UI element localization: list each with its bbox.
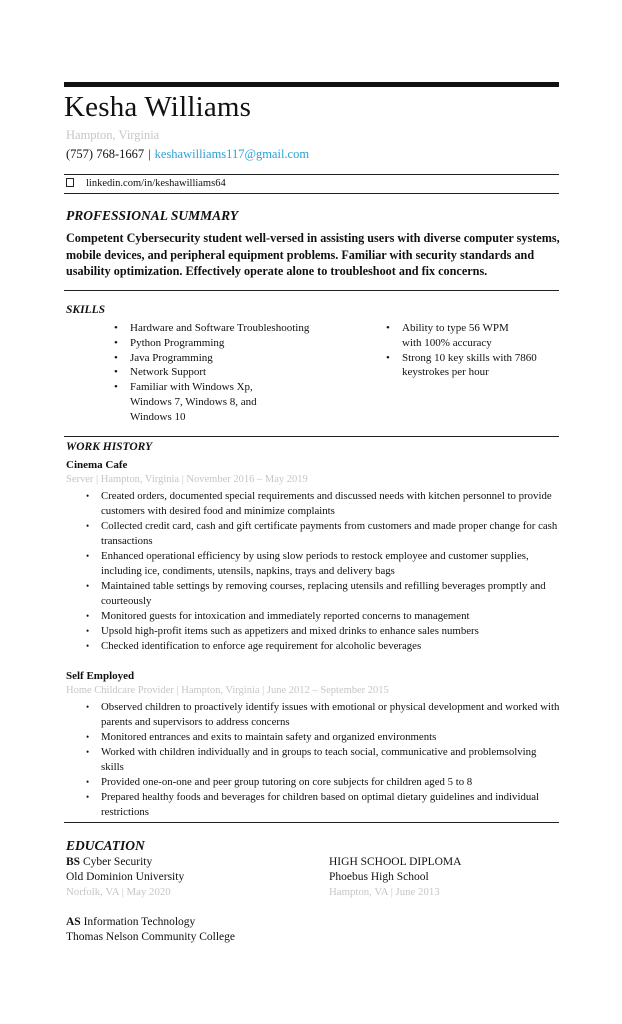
school-name: Phoebus High School bbox=[329, 871, 429, 883]
phone-number: (757) 768-1667 bbox=[66, 147, 145, 161]
job-bullets bbox=[86, 700, 561, 820]
skill-item: • Python Programming bbox=[114, 336, 314, 351]
skills-list-right bbox=[386, 321, 546, 380]
summary-text: Competent Cybersecurity student well-versed in assisting users with diverse computer systems, mobile devices, and peripheral equipment problems. Familiar with security standards and usability optimization. Effectively operate alone to troubleshoot and fix concerns. bbox=[66, 231, 560, 278]
link-icon bbox=[66, 178, 74, 187]
education-heading: EDUCATION bbox=[66, 838, 145, 853]
job-bullet: • Upsold high-profit items such as appetizers and mixed drinks to enhance sales numbers bbox=[86, 624, 561, 639]
skill-item: • Hardware and Software Troubleshooting bbox=[114, 321, 314, 336]
job-company: Cinema Cafe bbox=[66, 459, 128, 471]
job-bullet: • Monitored guests for intoxication and immediately reported concerns to management bbox=[86, 609, 561, 624]
divider bbox=[64, 436, 559, 437]
job-bullet: • Enhanced operational efficiency by using slow periods to restock employee and customer supplies, including ice, condiments, utensils, napkins, trays and delivery bags bbox=[86, 549, 561, 579]
skill-item: • Java Programming bbox=[114, 351, 314, 366]
education-entry bbox=[66, 855, 184, 900]
skills-list-left bbox=[114, 321, 314, 425]
job-bullet: • Created orders, documented special requirements and discussed needs with kitchen personnel to provide customers with desired food and minimize complaints bbox=[86, 489, 561, 519]
contact-separator: | bbox=[148, 147, 151, 161]
job-bullet: • Observed children to proactively identify issues with emotional or physical development and worked with parents and supervisors to address concerns bbox=[86, 700, 561, 730]
school-name: Thomas Nelson Community College bbox=[66, 931, 235, 943]
divider bbox=[64, 174, 559, 175]
summary-heading: PROFESSIONAL SUMMARY bbox=[66, 208, 239, 223]
header-top-bar bbox=[64, 82, 559, 87]
job-company: Self Employed bbox=[66, 670, 135, 682]
degree-field: Information Technology bbox=[83, 916, 196, 928]
work-heading: WORK HISTORY bbox=[66, 441, 153, 453]
divider bbox=[64, 822, 559, 823]
degree-field: Cyber Security bbox=[82, 856, 153, 868]
divider bbox=[64, 193, 559, 194]
education-entry bbox=[329, 855, 461, 900]
job-meta: Home Childcare Provider | Hampton, Virginia | June 2012 – September 2015 bbox=[66, 685, 389, 696]
job-bullet: • Prepared healthy foods and beverages for children based on optimal dietary guidelines and individual restrictions bbox=[86, 790, 561, 820]
education-entry bbox=[66, 915, 235, 945]
candidate-name: Kesha Williams bbox=[64, 91, 252, 123]
skill-item: • Ability to type 56 WPM with 100% accuracy bbox=[386, 321, 514, 351]
job-bullet: • Maintained table settings by removing courses, replacing utensils and refilling beverages promptly and courteously bbox=[86, 579, 561, 609]
school-meta: Norfolk, VA | May 2020 bbox=[66, 886, 171, 898]
skills-heading: SKILLS bbox=[66, 304, 105, 316]
job-bullets bbox=[86, 489, 561, 654]
school-meta: Hampton, VA | June 2013 bbox=[329, 886, 440, 898]
skill-item: • Network Support bbox=[114, 365, 314, 380]
skill-item: • Familiar with Windows Xp, Windows 7, Windows 8, and Windows 10 bbox=[114, 380, 268, 424]
degree: AS bbox=[66, 916, 81, 928]
job-bullet: • Provided one-on-one and peer group tutoring on core subjects for children aged 5 to 8 bbox=[86, 775, 561, 790]
degree: HIGH SCHOOL DIPLOMA bbox=[329, 856, 462, 868]
divider bbox=[64, 290, 559, 291]
linkedin-link[interactable]: linkedin.com/in/keshawilliams64 bbox=[86, 178, 226, 189]
linkedin-row bbox=[66, 178, 226, 189]
job-meta: Server | Hampton, Virginia | November 2016 – May 2019 bbox=[66, 474, 308, 485]
job-bullet: • Collected credit card, cash and gift certificate payments from customers and made proper change for cash transactions bbox=[86, 519, 561, 549]
skill-item: • Strong 10 key skills with 7860 keystrokes per hour bbox=[386, 351, 542, 381]
school-name: Old Dominion University bbox=[66, 871, 185, 883]
candidate-location: Hampton, Virginia bbox=[66, 128, 160, 142]
contact-line bbox=[66, 147, 309, 162]
job-bullet: • Monitored entrances and exits to maintain safety and organized environments bbox=[86, 730, 561, 745]
degree: BS bbox=[66, 856, 81, 868]
job-bullet: • Worked with children individually and in groups to teach social, communicative and problemsolving skills bbox=[86, 745, 561, 775]
email-link[interactable]: keshawilliams117@gmail.com bbox=[154, 147, 310, 161]
job-bullet: • Checked identification to enforce age requirement for alcoholic beverages bbox=[86, 639, 561, 654]
